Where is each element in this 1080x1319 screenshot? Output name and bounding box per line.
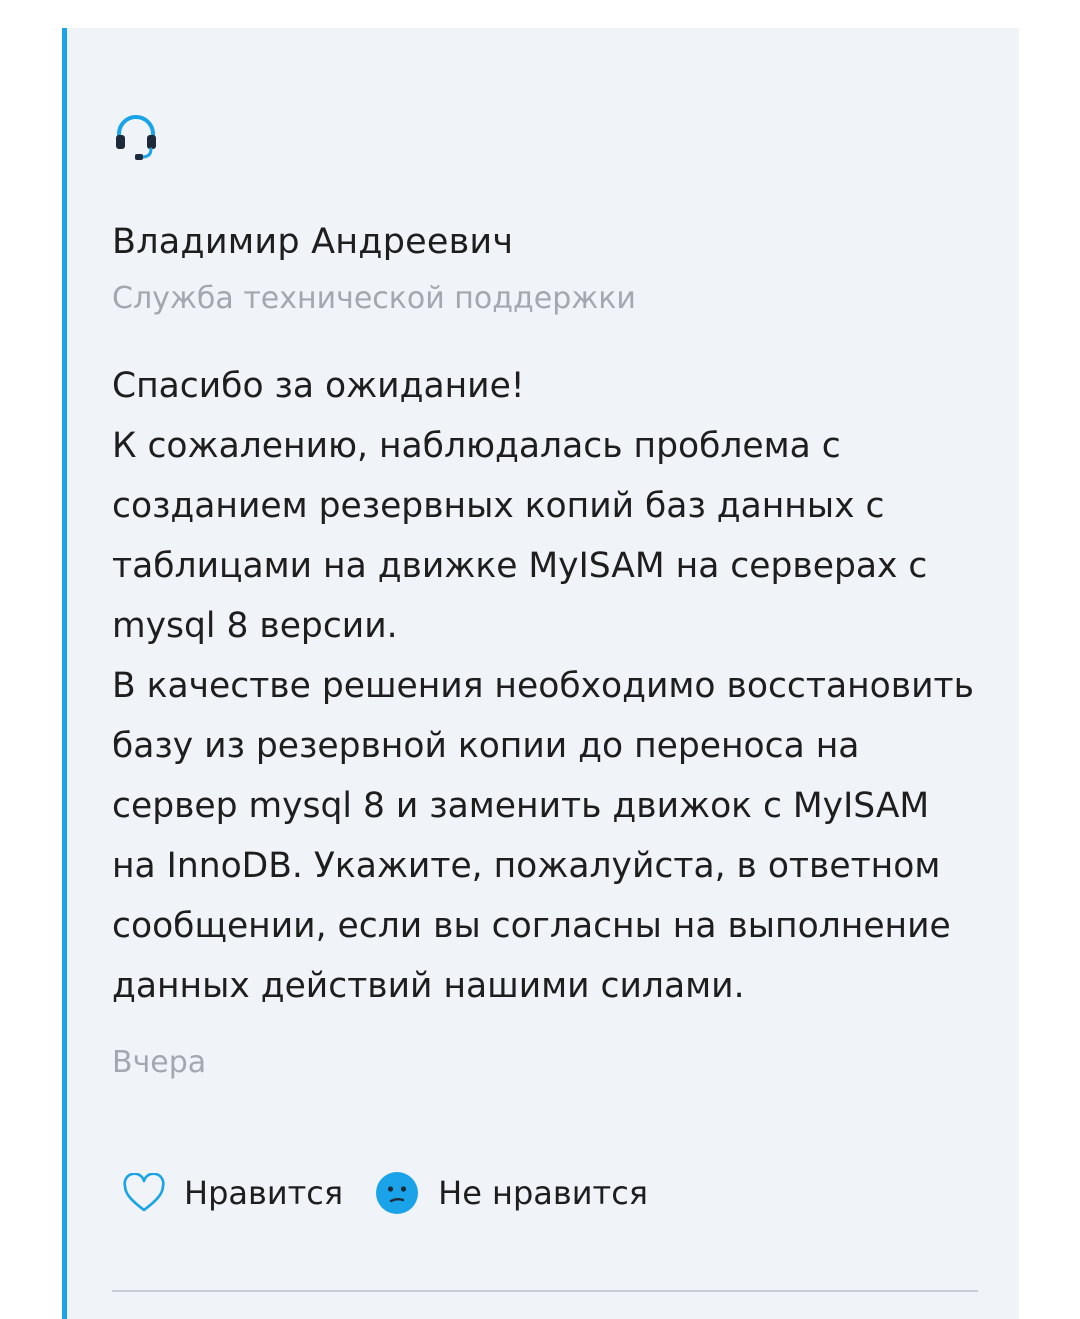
message-line: сервер mysql 8 и заменить движок с MyISAM [112,786,930,826]
headset-icon [114,114,158,162]
dislike-button[interactable] [343,1171,648,1215]
message-line: таблицами на движке MyISAM на серверах с [112,546,928,586]
message-line: данных действий нашими силами. [112,966,745,1006]
message-line: созданием резервных копий баз данных с [112,486,885,526]
author-role: Служба технической поддержки [112,281,636,316]
message-line: на InnoDB. Укажите, пожалуйста, в ответном [112,846,941,886]
divider [112,1290,978,1292]
message-timestamp: Вчера [112,1045,207,1080]
like-label: Нравится [184,1174,344,1212]
reaction-bar [122,1168,648,1218]
heart-icon [122,1173,166,1213]
message-line: К сожалению, наблюдалась проблема с [112,426,841,466]
confused-face-icon [375,1171,419,1215]
message-line: mysql 8 версии. [112,606,398,646]
message-body [112,356,992,1016]
message-line: В качестве решения необходимо восстановить [112,666,974,706]
message-line: Спасибо за ожидание! [112,366,525,406]
support-message-card [62,28,1019,1319]
message-line: базу из резервной копии до переноса на [112,726,860,766]
author-name: Владимир Андреевич [112,222,514,262]
dislike-label: Не нравится [438,1174,649,1212]
message-line: сообщении, если вы согласны на выполнение [112,906,951,946]
like-button[interactable] [122,1173,343,1213]
